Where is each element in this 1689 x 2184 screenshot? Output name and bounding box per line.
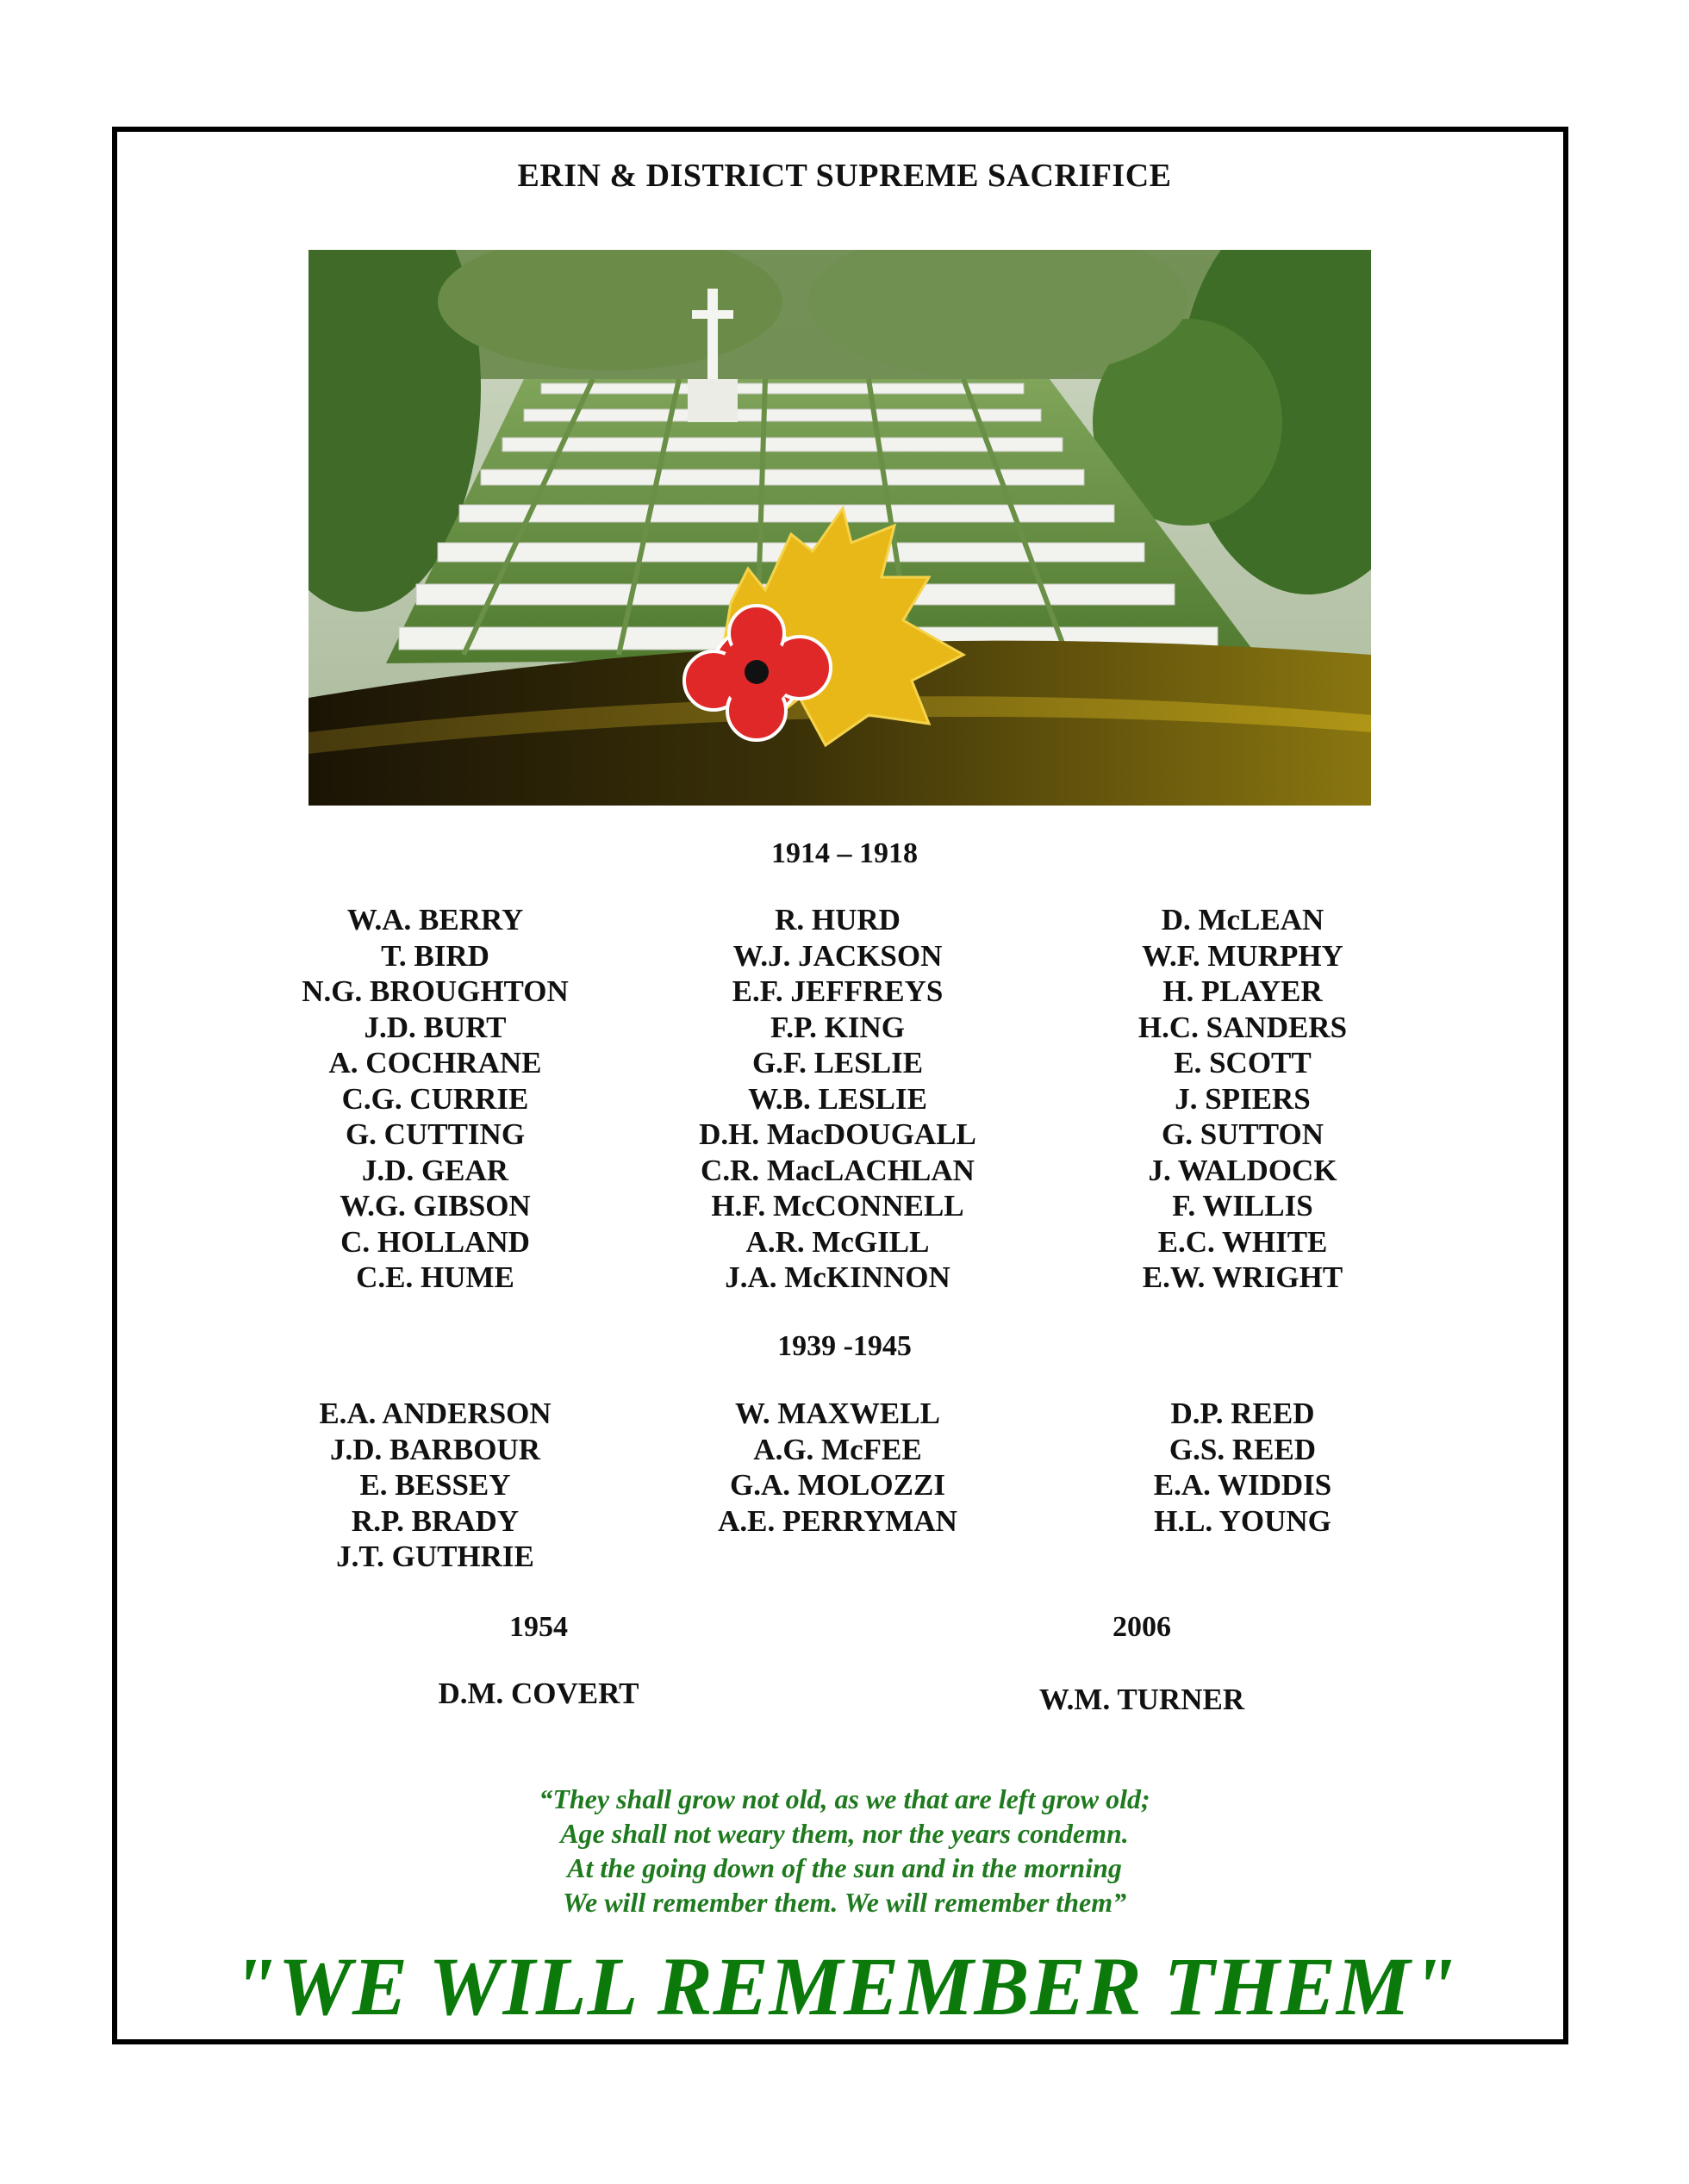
list-item: T. BIRD (381, 938, 489, 973)
page-title: ERIN & DISTRICT SUPREME SACRIFICE (517, 158, 1172, 194)
list-item: H.F. McCONNELL (711, 1189, 964, 1223)
list-item: J.D. BARBOUR (329, 1432, 541, 1466)
ww2-column-1 (211, 1396, 659, 1575)
list-item: H.L. YOUNG (1154, 1503, 1331, 1538)
list-item: J. SPIERS (1175, 1081, 1311, 1116)
list-item: H. PLAYER (1162, 974, 1323, 1008)
ww1-heading: 1914 – 1918 (771, 837, 918, 869)
list-item: E.W. WRIGHT (1142, 1260, 1343, 1294)
list-item: J. WALDOCK (1148, 1153, 1337, 1187)
cemetery-banner-image (309, 250, 1371, 806)
we-will-remember-them-motto: "WE WILL REMEMBER THEM" (231, 1940, 1458, 2032)
list-item: G. SUTTON (1161, 1117, 1324, 1151)
list-item: F. WILLIS (1172, 1189, 1313, 1223)
list-item: D. McLEAN (1161, 903, 1324, 936)
list-item: E.F. JEFFREYS (732, 974, 944, 1008)
list-item: R. HURD (775, 903, 901, 936)
ww2-heading: 1939 -1945 (777, 1330, 912, 1362)
list-item: E.A. WIDDIS (1153, 1468, 1332, 1502)
list-item: J.A. McKINNON (725, 1260, 950, 1294)
ww1-column-2 (614, 902, 1062, 1296)
list-item: A.G. McFEE (753, 1432, 922, 1466)
list-item: R.P. BRADY (351, 1503, 520, 1538)
list-item: E.A. ANDERSON (319, 1397, 552, 1430)
turner-name: W.M. TURNER (1038, 1683, 1245, 1716)
list-item: G.A. MOLOZZI (730, 1468, 945, 1502)
list-item: W.A. BERRY (346, 903, 524, 936)
poem-line: Age shall not weary them, nor the years condemn. (560, 1818, 1129, 1849)
ww1-column-1 (211, 902, 659, 1296)
ode-of-remembrance (0, 1782, 1689, 1920)
list-item: F.P. KING (770, 1010, 905, 1044)
ww2-column-3 (1019, 1396, 1467, 1539)
list-item: C. HOLLAND (340, 1224, 530, 1259)
list-item: W. MAXWELL (735, 1397, 940, 1430)
list-item: C.G. CURRIE (341, 1081, 529, 1116)
list-item: H.C. SANDERS (1137, 1010, 1348, 1044)
list-item: W.B. LESLIE (748, 1081, 927, 1116)
list-item: N.G. BROUGHTON (302, 974, 569, 1008)
list-item: E.C. WHITE (1157, 1224, 1328, 1259)
list-item: D.H. MacDOUGALL (699, 1117, 976, 1151)
list-item: E. BESSEY (359, 1468, 511, 1502)
list-item: J.D. BURT (364, 1010, 507, 1044)
list-item: J.D. GEAR (361, 1153, 509, 1187)
poem-line: We will remember them. We will remember them” (562, 1887, 1127, 1918)
list-item: W.F. MURPHY (1142, 938, 1343, 973)
list-item: E. SCOTT (1174, 1046, 1312, 1080)
list-item: J.T. GUTHRIE (336, 1540, 534, 1573)
covert-name: D.M. COVERT (438, 1677, 639, 1710)
ww2-column-2 (614, 1396, 1062, 1539)
list-item: G. CUTTING (345, 1117, 526, 1151)
list-item: A. COCHRANE (328, 1046, 542, 1080)
year-1954-heading: 1954 (509, 1611, 568, 1643)
list-item: C.E. HUME (356, 1260, 514, 1294)
list-item: G.F. LESLIE (751, 1046, 924, 1080)
list-item: G.S. REED (1169, 1432, 1317, 1466)
list-item: D.P. REED (1170, 1397, 1315, 1430)
ww1-column-3 (1019, 902, 1467, 1296)
list-item: W.G. GIBSON (340, 1189, 531, 1223)
poem-line: At the going down of the sun and in the morning (567, 1852, 1122, 1883)
list-item: C.R. MacLACHLAN (701, 1153, 975, 1187)
list-item: A.E. PERRYMAN (718, 1503, 957, 1538)
poem-line: “They shall grow not old, as we that are left grow old; (539, 1783, 1150, 1814)
list-item: A.R. McGILL (745, 1224, 930, 1259)
list-item: W.J. JACKSON (732, 938, 943, 973)
year-2006-heading: 2006 (1112, 1611, 1171, 1643)
